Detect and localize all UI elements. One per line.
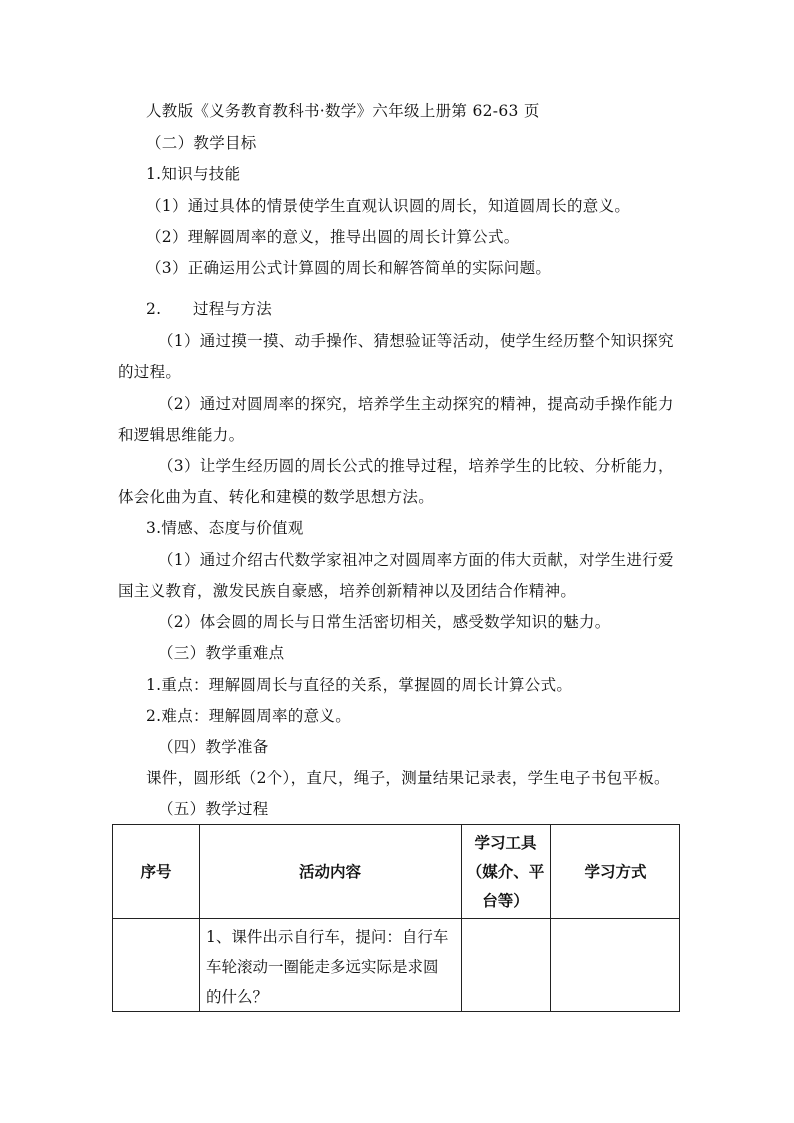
text-line: （1）通过摸一摸、动手操作、猜想验证等活动，使学生经历整个知识探究: [158, 332, 674, 350]
table-divider: [113, 918, 679, 919]
header-learning-tools-line3: 台等）: [482, 892, 529, 910]
header-number: 序号: [140, 863, 172, 881]
subheading-process-methods: 2. 过程与方法: [146, 300, 272, 318]
text-line: （1）通过介绍古代数学家祖冲之对圆周率方面的伟大贡献，对学生进行爱: [158, 551, 674, 569]
text-line: 和逻辑思维能力。: [118, 426, 245, 444]
header-activity-content: 活动内容: [298, 863, 361, 881]
text-line: 国主义教育，激发民族自豪感，培养创新精神以及团结合作精神。: [118, 582, 577, 600]
text-line: （1）通过具体的情景使学生直观认识圆的周长，知道圆周长的意义。: [146, 197, 631, 215]
row1-content-line1: 1、课件出示自行车，提问：自行车: [206, 928, 449, 946]
section-heading-process: （五）教学过程: [158, 800, 269, 818]
header-learning-tools-line1: 学习工具: [474, 834, 537, 852]
section-heading-preparation: （四）教学准备: [158, 738, 269, 756]
row1-content-line2: 车轮滚动一圈能走多远实际是求圆: [206, 958, 439, 976]
row1-content-line3: 的什么？: [206, 988, 269, 1006]
text-line: 体会化曲为直、转化和建模的数学思想方法。: [118, 488, 435, 506]
text-line: 2.难点：理解圆周率的意义。: [146, 707, 351, 725]
header-learning-tools-line2: （媒介、平: [466, 863, 545, 881]
text-line: （2）通过对圆周率的探究，培养学生主动探究的精神，提高动手操作能力: [158, 395, 674, 413]
section-heading-key-points: （三）教学重难点: [158, 644, 285, 662]
text-line: （2）体会圆的周长与日常生活密切相关，感受数学知识的魅力。: [158, 613, 611, 631]
header-learning-method: 学习方式: [584, 863, 647, 881]
subheading-knowledge-skills: 1.知识与技能: [146, 165, 241, 183]
text-line: 课件，圆形纸（2个），直尺，绳子，测量结果记录表，学生电子书包平板。: [146, 769, 670, 787]
text-line: 的过程。: [118, 363, 182, 381]
source-line: 人教版《义务教育教科书·数学》六年级上册第 62-63 页: [146, 102, 540, 120]
text-line: （3）让学生经历圆的周长公式的推导过程，培养学生的比较、分析能力，: [158, 457, 674, 475]
text-line: （2）理解圆周率的意义，推导出圆的周长计算公式。: [146, 228, 520, 246]
text-line: （3）正确运用公式计算圆的周长和解答简单的实际问题。: [146, 259, 552, 277]
teaching-process-table: [112, 824, 680, 1012]
text-line: 1.重点：理解圆周长与直径的关系，掌握圆的周长计算公式。: [146, 676, 573, 694]
section-heading-objectives: （二）教学目标: [146, 134, 257, 152]
subheading-emotion-values: 3.情感、态度与价值观: [146, 519, 304, 537]
